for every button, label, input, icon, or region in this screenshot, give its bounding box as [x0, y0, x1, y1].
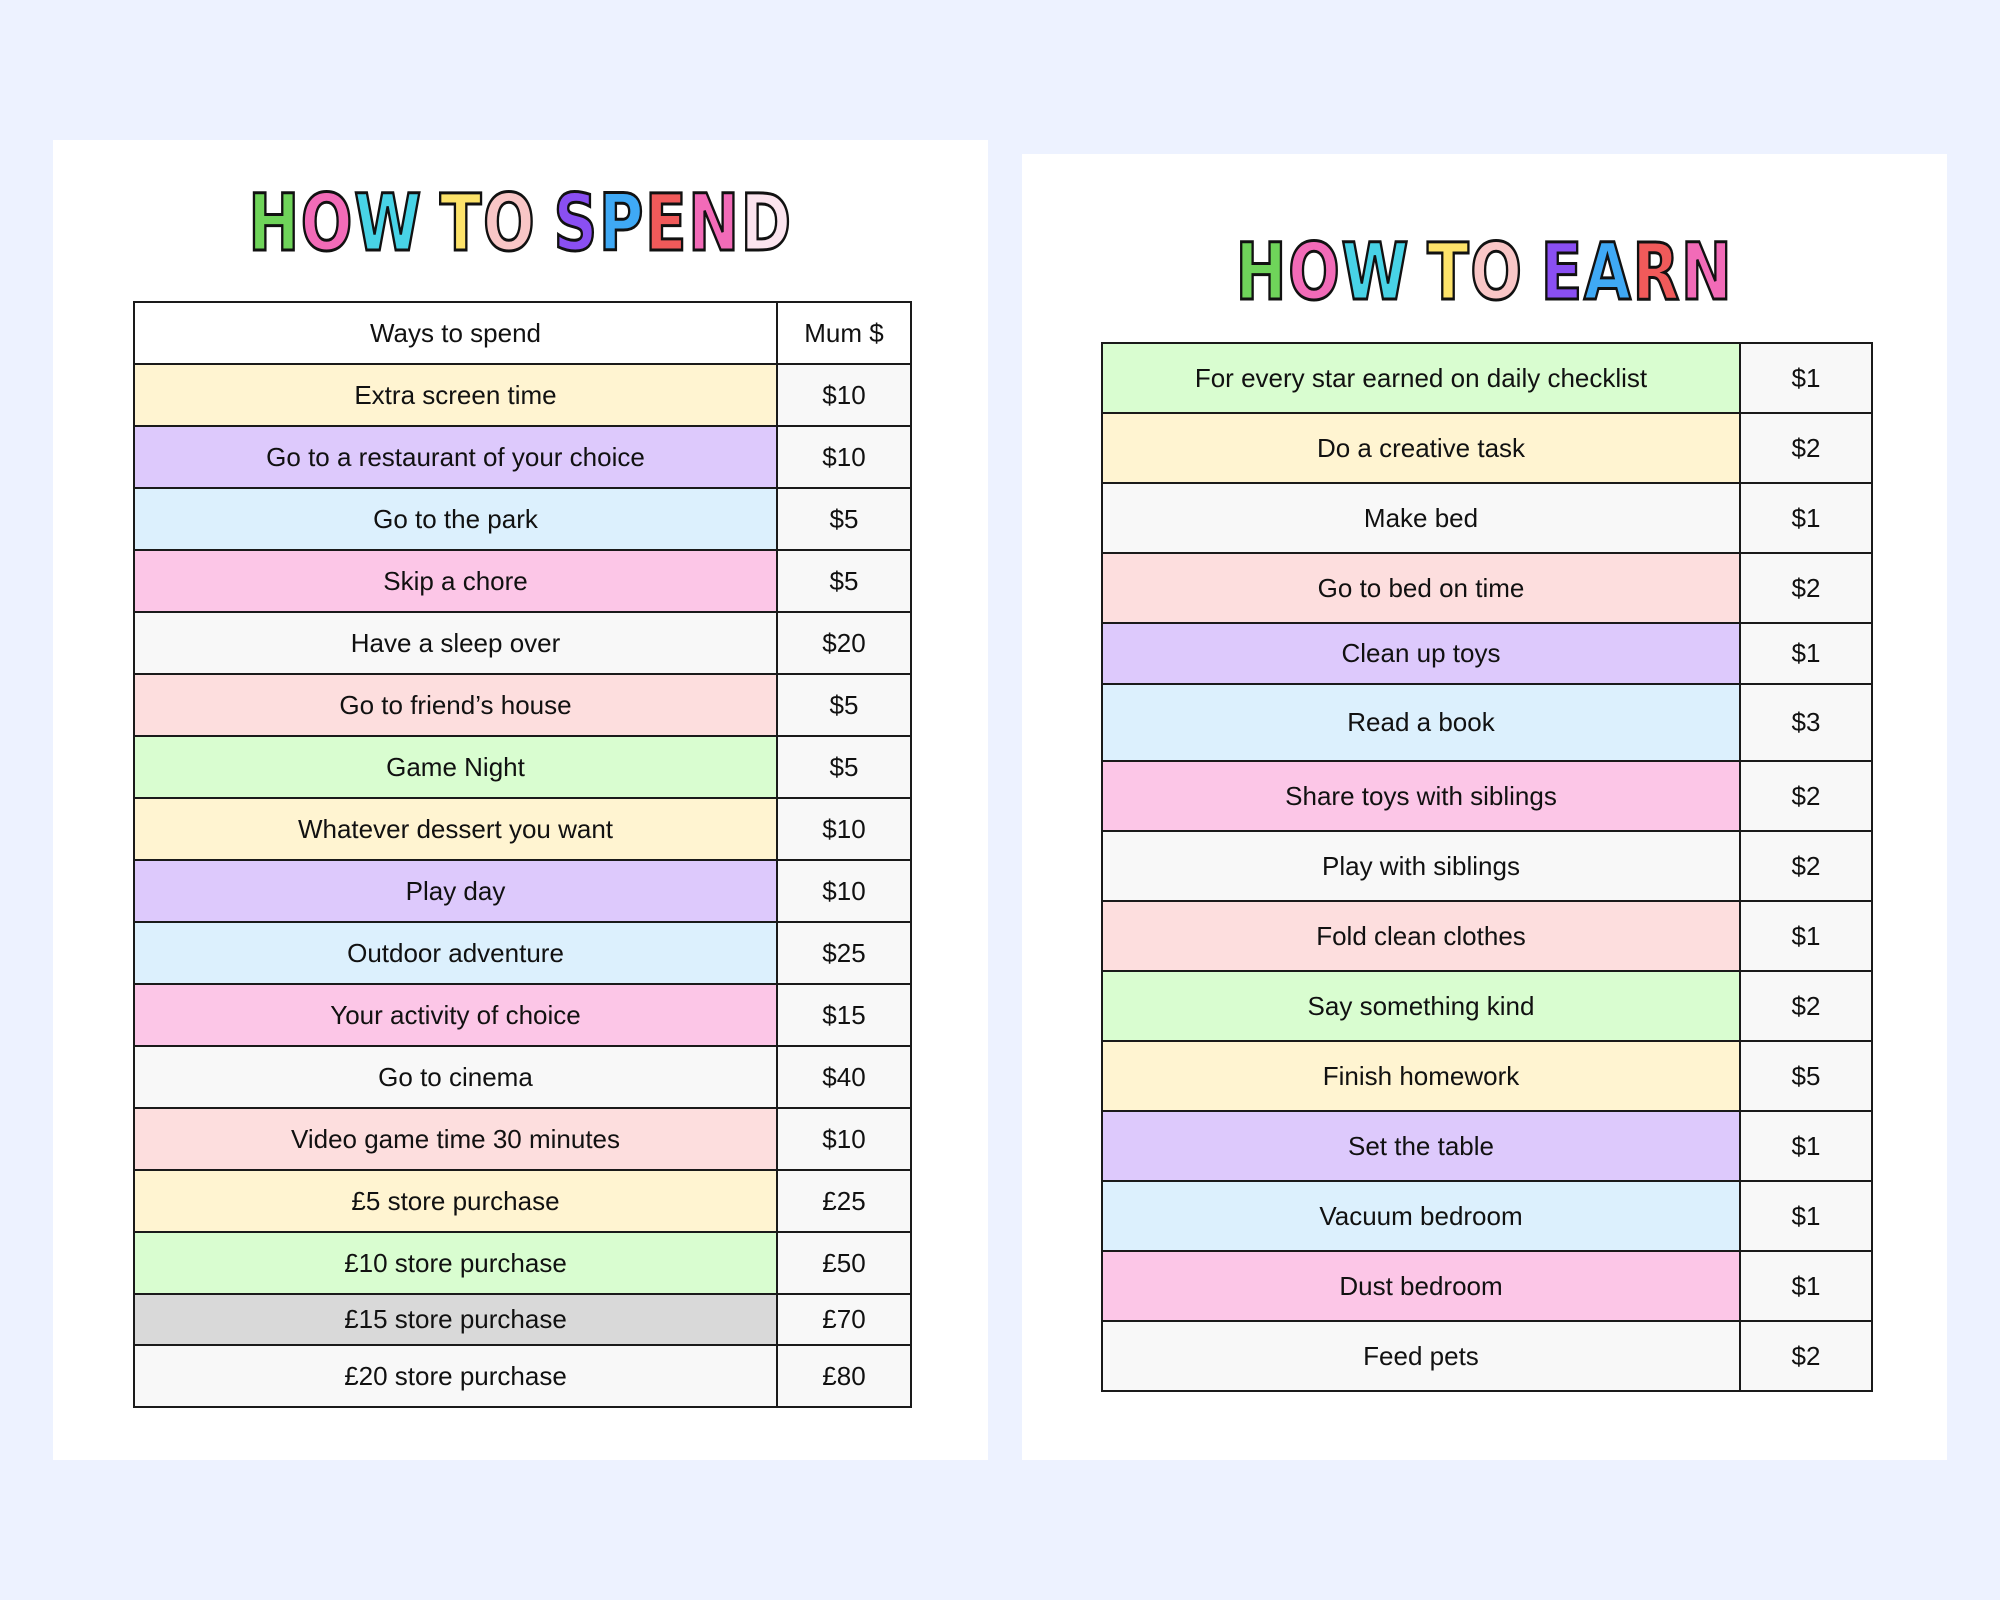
spend-row: [134, 984, 911, 1046]
spend-title-letter: P: [598, 179, 645, 269]
earn-row-price: $1: [1740, 623, 1872, 684]
earn-row-price: $2: [1740, 553, 1872, 623]
spend-row-label: Video game time 30 minutes: [134, 1108, 777, 1170]
spend-title-letter: E: [644, 179, 689, 269]
spend-row-label: Go to a restaurant of your choice: [134, 426, 777, 488]
spend-row-price: $5: [777, 736, 911, 798]
spend-row: [134, 612, 911, 674]
earn-row-label: Feed pets: [1102, 1321, 1740, 1391]
earn-row-label: Play with siblings: [1102, 831, 1740, 901]
spend-row-price: $25: [777, 922, 911, 984]
earn-title: [1124, 228, 1846, 318]
spend-row-price: $5: [777, 488, 911, 550]
earn-row: [1102, 483, 1872, 553]
earn-row-price: $2: [1740, 831, 1872, 901]
spend-row-price: $10: [777, 426, 911, 488]
earn-row-price: $1: [1740, 483, 1872, 553]
spend-row: [134, 922, 911, 984]
spend-row: [134, 550, 911, 612]
spend-row-label: Go to the park: [134, 488, 777, 550]
spend-row: [134, 1345, 911, 1407]
earn-row-price: $1: [1740, 1251, 1872, 1321]
earn-row: [1102, 901, 1872, 971]
spend-row-label: Extra screen time: [134, 364, 777, 426]
spend-title-letter: D: [740, 179, 793, 269]
earn-row: [1102, 413, 1872, 483]
earn-row-price: $2: [1740, 761, 1872, 831]
earn-title-letter: O: [1470, 228, 1524, 318]
spend-row-label: Skip a chore: [134, 550, 777, 612]
spend-row-label: £5 store purchase: [134, 1170, 777, 1232]
earn-row: [1102, 1181, 1872, 1251]
spend-table: [133, 301, 912, 1408]
spend-row-price: $5: [777, 674, 911, 736]
earn-row: [1102, 1251, 1872, 1321]
spend-row-label: £20 store purchase: [134, 1345, 777, 1407]
spend-title-letter: O: [482, 179, 537, 269]
spend-page: [53, 140, 988, 1460]
spend-row: [134, 1170, 911, 1232]
spend-row: [134, 1046, 911, 1108]
earn-title-letter: E: [1540, 228, 1584, 318]
spend-row-price: $40: [777, 1046, 911, 1108]
spend-row-label: Play day: [134, 860, 777, 922]
spend-row-price: £25: [777, 1170, 911, 1232]
spend-row: [134, 1108, 911, 1170]
spend-row-label: Have a sleep over: [134, 612, 777, 674]
spend-row: [134, 860, 911, 922]
spend-header-price: Mum $: [777, 302, 911, 364]
spend-title-letter: O: [300, 179, 355, 269]
spend-row-price: $10: [777, 364, 911, 426]
spend-title-letter: W: [354, 179, 423, 269]
earn-row: [1102, 553, 1872, 623]
earn-title-letter: N: [1680, 228, 1734, 318]
spend-title-letter: N: [688, 179, 741, 269]
spend-row: [134, 488, 911, 550]
earn-title-letter: H: [1235, 228, 1289, 318]
spend-row-label: £10 store purchase: [134, 1232, 777, 1294]
spend-row: [134, 674, 911, 736]
spend-row-label: Whatever dessert you want: [134, 798, 777, 860]
earn-row-price: $2: [1740, 971, 1872, 1041]
spend-title-letter: H: [248, 179, 301, 269]
spend-row-label: Go to cinema: [134, 1046, 777, 1108]
spend-row-price: £70: [777, 1294, 911, 1345]
earn-row: [1102, 831, 1872, 901]
spend-row-label: £15 store purchase: [134, 1294, 777, 1345]
spend-row: [134, 736, 911, 798]
earn-row-label: Read a book: [1102, 684, 1740, 761]
earn-row-label: Vacuum bedroom: [1102, 1181, 1740, 1251]
earn-row-label: For every star earned on daily checklist: [1102, 343, 1740, 413]
earn-row-label: Make bed: [1102, 483, 1740, 553]
spend-row: [134, 1294, 911, 1345]
earn-title-letter: R: [1632, 228, 1681, 318]
earn-row-label: Fold clean clothes: [1102, 901, 1740, 971]
earn-title-letter: T: [1427, 228, 1471, 318]
spend-row-label: Outdoor adventure: [134, 922, 777, 984]
earn-row: [1102, 971, 1872, 1041]
earn-row: [1102, 1321, 1872, 1391]
spend-row-price: $10: [777, 860, 911, 922]
spend-title-letter: T: [439, 179, 483, 269]
earn-row-price: $2: [1740, 1321, 1872, 1391]
earn-row-price: $1: [1740, 1181, 1872, 1251]
earn-row-price: $3: [1740, 684, 1872, 761]
spend-row-price: $15: [777, 984, 911, 1046]
earn-table: [1101, 342, 1873, 1392]
spend-row-price: $20: [777, 612, 911, 674]
earn-row-price: $1: [1740, 343, 1872, 413]
earn-row-label: Do a creative task: [1102, 413, 1740, 483]
earn-row-label: Finish homework: [1102, 1041, 1740, 1111]
earn-row: [1102, 343, 1872, 413]
spend-row-price: $10: [777, 1108, 911, 1170]
earn-page: [1022, 154, 1947, 1460]
earn-title-letter: O: [1288, 228, 1342, 318]
spend-row-price: $10: [777, 798, 911, 860]
spend-row: [134, 798, 911, 860]
earn-row: [1102, 1111, 1872, 1181]
spend-header-row: [134, 302, 911, 364]
spend-row: [134, 426, 911, 488]
spend-row-label: Go to friend’s house: [134, 674, 777, 736]
earn-row: [1102, 1041, 1872, 1111]
earn-row-label: Dust bedroom: [1102, 1251, 1740, 1321]
earn-title-letter: A: [1583, 228, 1633, 318]
earn-row-price: $2: [1740, 413, 1872, 483]
spend-row-price: £80: [777, 1345, 911, 1407]
spend-row: [134, 364, 911, 426]
earn-row: [1102, 684, 1872, 761]
spend-title-letter: S: [553, 179, 599, 269]
earn-row-label: Set the table: [1102, 1111, 1740, 1181]
spend-row-label: Game Night: [134, 736, 777, 798]
earn-title-letter: W: [1341, 228, 1411, 318]
spend-row-price: £50: [777, 1232, 911, 1294]
earn-row-label: Go to bed on time: [1102, 553, 1740, 623]
earn-row: [1102, 761, 1872, 831]
spend-header-label: Ways to spend: [134, 302, 777, 364]
spend-row: [134, 1232, 911, 1294]
spend-row-price: $5: [777, 550, 911, 612]
earn-row-price: $1: [1740, 901, 1872, 971]
earn-row-label: Share toys with siblings: [1102, 761, 1740, 831]
earn-row-price: $1: [1740, 1111, 1872, 1181]
earn-row-label: Clean up toys: [1102, 623, 1740, 684]
earn-row-price: $5: [1740, 1041, 1872, 1111]
spend-row-label: Your activity of choice: [134, 984, 777, 1046]
earn-row-label: Say something kind: [1102, 971, 1740, 1041]
earn-row: [1102, 623, 1872, 684]
spend-title: [156, 179, 885, 269]
